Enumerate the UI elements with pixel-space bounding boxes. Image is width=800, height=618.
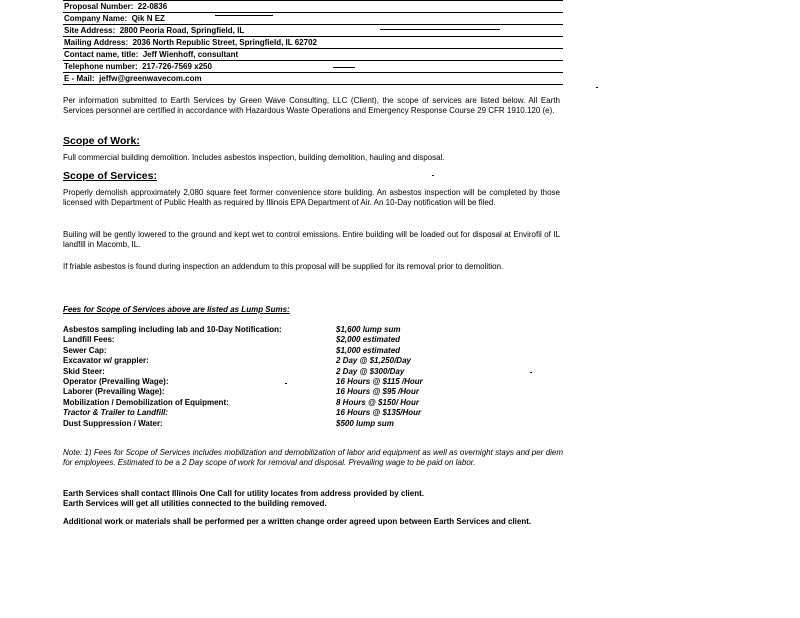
fee-amount: 8 Hours @ $150/ Hour [336,397,419,407]
scope-of-work-text: Full commercial building demolition. Includes asbestos inspection, building demolition, hauling and disposal. [63,153,445,162]
fee-amount: 16 Hours @ $115 /Hour [336,376,423,386]
fee-row [63,387,483,397]
fee-item: Skid Steer: [63,366,105,376]
email-label: E - Mail: [64,74,95,83]
mailing-address-label: Mailing Address: [64,38,129,47]
fee-row [63,398,483,408]
fee-row [63,346,483,356]
closing-paragraph: Additional work or materials shall be performed per a written change order agreed upon between Earth Services and client. [63,517,532,526]
fee-item: Operator (Prevailing Wage): [63,376,169,386]
scope-of-work-heading: Scope of Work: [63,135,140,147]
fee-row [63,356,483,366]
fee-row [63,377,483,387]
fee-amount: 2 Day @ $300/Day [336,366,405,376]
fee-item: Dust Suppression / Water: [63,418,163,428]
proposal-number-label: Proposal Number: [64,2,134,11]
contact-value: Jeff Wienhoff, consultant [142,50,239,59]
email-value: jeffw@greenwavecom.com [99,74,202,83]
telephone-label: Telephone number: [64,62,138,71]
scan-speck [596,87,598,88]
fee-row [63,367,483,377]
scan-mark [380,29,500,30]
closing-line-2: Earth Services will get all utilities connected to the building removed. [63,499,327,508]
fee-item: Excavator w/ grappler: [63,356,149,366]
telephone-value: 217-726-7569 x250 [142,62,212,71]
scope-of-services-heading: Scope of Services: [63,170,157,182]
scope-of-services-paragraph-3: If friable asbestos is found during inspection an addendum to this proposal will be supplied for its removal prior to demolition. [63,262,504,271]
scan-speck [432,175,434,176]
fee-amount: $1,000 estimated [336,345,401,355]
fee-row [63,419,483,429]
mailing-address-row [63,37,563,49]
intro-paragraph: Per information submitted to Earth Services by Green Wave Consulting, LLC (Client), the scope of services are listed below. All Earth Services personnel are certified in accordance with Hazardous Waste Operations and Emergency Response Course 29 CFR 1910.120 (e). [63,96,560,115]
scan-speck [530,372,532,373]
telephone-row [63,61,563,73]
mailing-address-value: 2036 North Republic Street, Springfield, IL 62702 [132,38,317,47]
proposal-number-row [63,0,563,13]
fee-amount: 16 Hours @ $135/Hour [336,408,422,418]
contact-row [63,49,563,61]
fee-item: Laborer (Prevailing Wage): [63,387,165,397]
closing-line-1: Earth Services shall contact Illinois One Call for utility locates from address provided by client. [63,489,424,498]
site-address-value: 2800 Peoria Road, Springfield, IL [119,26,245,35]
scope-of-services-paragraph-2: Builing will be gently lowered to the ground and kept wet to control emissions. Entire building will be loaded out for disposal at Envirofil of IL landfill in Macomb, IL. [63,230,560,249]
fees-heading: Fees for Scope of Services above are listed as Lump Sums: [63,305,290,314]
site-address-row [63,25,563,37]
company-name-value: Qik N EZ [131,14,165,23]
fee-item: Sewer Cap: [63,345,107,355]
site-address-label: Site Address: [64,26,116,35]
fee-amount: 2 Day @ $1,250/Day [336,356,411,366]
proposal-number-value: 22-0836 [137,2,168,11]
fee-amount: 16 Hours @ $95 /Hour [336,387,419,397]
fees-note: Note: 1) Fees for Scope of Services includes mobilization and demobilization of labor and equipment as well as overnight stays and per diem for employees. Estimated to be a 2 Day scope of work for removal and disposal. Prevailing wage to be paid on labor. [63,448,563,467]
fee-item: Asbestos sampling including lab and 10-Day Notification: [63,325,282,334]
fee-item: Tractor & Trailer to Landfill: [63,408,169,418]
scan-mark [333,67,355,68]
fee-item: Mobilization / Demobilization of Equipment: [63,397,229,407]
fee-row [63,325,483,335]
scope-of-services-paragraph-1: Properly demolish approximately 2,080 square feet former convenience store building. An asbestos inspection will be completed by those licensed with Department of Public Health as required by Illinois EPA Department of Air. An 10-Day notification will be filed. [63,188,560,207]
fee-item: Landfill Fees: [63,335,115,345]
fees-table [63,325,483,429]
fee-amount: $2,000 estimated [336,335,401,345]
scan-mark [215,15,273,16]
email-row [63,73,563,85]
fee-row [63,408,483,418]
header-info-block [63,0,563,85]
fee-amount: $1,600 lump sum [336,325,401,334]
contact-label: Contact name, title: [64,50,139,59]
fee-amount: $500 lump sum [336,418,394,428]
company-name-row [63,13,563,25]
company-name-label: Company Name: [64,14,128,23]
fee-row [63,335,483,345]
